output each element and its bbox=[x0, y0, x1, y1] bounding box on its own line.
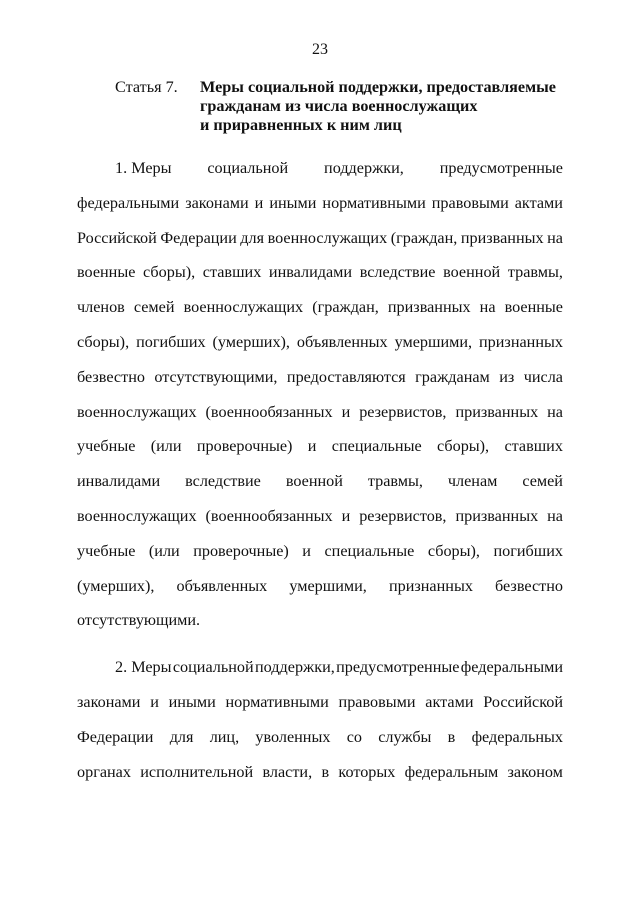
word: учебные bbox=[77, 541, 136, 560]
word: сборы), bbox=[436, 437, 490, 456]
word: травмы, bbox=[507, 263, 563, 282]
text-line bbox=[77, 228, 563, 263]
word: ставших bbox=[202, 263, 262, 282]
word: умершими, bbox=[394, 332, 473, 351]
text-line bbox=[77, 297, 563, 332]
word: и bbox=[341, 506, 351, 525]
text-line bbox=[77, 657, 563, 692]
word: (или bbox=[150, 437, 182, 456]
word: специальные bbox=[331, 437, 422, 456]
word: инвалидами bbox=[268, 263, 353, 282]
word: федеральных bbox=[471, 727, 563, 746]
word: в bbox=[321, 762, 330, 781]
word: законами bbox=[77, 692, 141, 711]
word: военной bbox=[285, 472, 343, 491]
word: безвестно bbox=[77, 367, 145, 386]
word: военнослужащих bbox=[183, 298, 304, 317]
word: военной bbox=[443, 263, 501, 282]
word: ставших bbox=[504, 437, 563, 456]
word: вследствие bbox=[185, 472, 261, 491]
text-line bbox=[77, 402, 563, 437]
word: из bbox=[499, 367, 515, 386]
word: специальные bbox=[324, 541, 415, 560]
word: в bbox=[447, 727, 456, 746]
word: сборы), bbox=[77, 332, 130, 351]
word: сборы), bbox=[143, 263, 196, 282]
word: 1. Меры bbox=[115, 159, 172, 177]
word: проверочные) bbox=[196, 437, 293, 456]
word: и bbox=[150, 692, 159, 711]
text-line bbox=[77, 610, 563, 645]
word: Федерации bbox=[77, 727, 154, 746]
word: призванных bbox=[455, 506, 539, 525]
text-line bbox=[77, 367, 563, 402]
word: военные bbox=[77, 263, 136, 282]
word: службы bbox=[378, 727, 432, 746]
word: поддержки, bbox=[255, 658, 335, 677]
text-line bbox=[77, 471, 563, 506]
text-line bbox=[77, 193, 563, 228]
word: объявленных bbox=[296, 332, 388, 351]
article-title bbox=[200, 78, 580, 135]
text-line bbox=[77, 158, 563, 193]
text-line bbox=[77, 692, 563, 727]
article-body bbox=[77, 158, 563, 796]
word: проверочные) bbox=[193, 541, 289, 560]
word: 2. Меры bbox=[115, 658, 172, 677]
word: органах bbox=[77, 762, 131, 781]
word: нормативными bbox=[322, 193, 426, 212]
word: нормативными bbox=[225, 692, 329, 711]
text-line bbox=[77, 262, 563, 297]
word: членов bbox=[77, 298, 125, 317]
word: и bbox=[254, 193, 264, 212]
word: власти, bbox=[262, 762, 313, 781]
word: гражданам bbox=[415, 367, 490, 386]
word: предусмотренные bbox=[336, 658, 460, 677]
word: военнослужащих bbox=[77, 506, 197, 525]
word: призванных bbox=[460, 228, 544, 247]
word: (умерших), bbox=[77, 576, 155, 595]
word: на bbox=[547, 228, 563, 247]
word: резервистов, bbox=[359, 506, 447, 525]
word: сборы), bbox=[427, 541, 480, 560]
paragraph bbox=[77, 657, 563, 796]
word: (военнообязанных bbox=[205, 402, 333, 421]
text-line bbox=[77, 727, 563, 762]
article-title-line: и приравненных к ним лиц bbox=[200, 116, 402, 134]
word: актами bbox=[514, 193, 563, 212]
word: числа bbox=[523, 367, 563, 386]
article-title-line: гражданам из числа военнослужащих bbox=[200, 97, 478, 115]
word: актами bbox=[425, 692, 474, 711]
word: (граждан, bbox=[390, 228, 458, 247]
word: предусмотренные bbox=[439, 159, 563, 177]
paragraph-gap bbox=[77, 645, 563, 657]
paragraph bbox=[77, 158, 563, 645]
word: инвалидами bbox=[77, 472, 161, 491]
word: членам bbox=[447, 472, 498, 491]
word: погибших bbox=[136, 332, 206, 351]
word: законами bbox=[185, 193, 249, 212]
word: иными bbox=[269, 193, 317, 212]
word: для bbox=[240, 228, 265, 247]
word: военнослужащих bbox=[267, 228, 388, 247]
word: которых bbox=[338, 762, 396, 781]
word: резервистов, bbox=[359, 402, 447, 421]
word: семей bbox=[522, 472, 563, 491]
word: и bbox=[302, 541, 311, 560]
word: объявленных bbox=[176, 576, 268, 595]
word: умершими, bbox=[289, 576, 367, 595]
text-line bbox=[77, 506, 563, 541]
word: федеральными bbox=[460, 658, 563, 677]
word: исполнительной bbox=[140, 762, 254, 781]
word: лиц, bbox=[209, 727, 240, 746]
word: правовыми bbox=[338, 692, 416, 711]
word: и bbox=[307, 437, 317, 456]
word: федеральными bbox=[77, 193, 180, 212]
word: Российской bbox=[483, 692, 563, 711]
word: отсутствующими, bbox=[154, 367, 278, 386]
word: федеральным bbox=[404, 762, 499, 781]
page-number: 23 bbox=[312, 41, 328, 58]
word: со bbox=[346, 727, 362, 746]
word: Российской bbox=[77, 228, 157, 247]
article-label: Статья 7. bbox=[115, 78, 178, 96]
word: социальной bbox=[172, 658, 254, 677]
word: для bbox=[169, 727, 194, 746]
word: признанных bbox=[479, 332, 563, 351]
word: на bbox=[479, 298, 496, 317]
word: уволенных bbox=[255, 727, 331, 746]
word: на bbox=[547, 506, 563, 525]
word: отсутствующими. bbox=[77, 611, 201, 630]
word: призванных bbox=[455, 402, 539, 421]
text-line bbox=[77, 762, 563, 797]
word: призванных bbox=[387, 298, 471, 317]
text-line bbox=[77, 436, 563, 471]
word: погибших bbox=[493, 541, 563, 560]
word: безвестно bbox=[495, 576, 563, 595]
word: предоставляются bbox=[286, 367, 406, 386]
word: правовыми bbox=[431, 193, 509, 212]
word: на bbox=[547, 402, 563, 421]
article-title-line: Меры социальной поддержки, предоставляемые bbox=[200, 78, 556, 96]
word: иными bbox=[168, 692, 216, 711]
word: (граждан, bbox=[312, 298, 379, 317]
word: социальной bbox=[207, 159, 289, 177]
word: вследствие bbox=[359, 263, 436, 282]
word: семей bbox=[133, 298, 175, 317]
text-line bbox=[77, 576, 563, 611]
text-line bbox=[77, 332, 563, 367]
text-line bbox=[77, 541, 563, 576]
word: Федерации bbox=[160, 228, 237, 247]
word: (умерших), bbox=[212, 332, 290, 351]
word: поддержки, bbox=[324, 159, 404, 177]
word: признанных bbox=[388, 576, 473, 595]
word: и bbox=[341, 402, 351, 421]
word: травмы, bbox=[367, 472, 423, 491]
word: (военнообязанных bbox=[205, 506, 333, 525]
word: законом bbox=[507, 762, 563, 781]
word: военнослужащих bbox=[77, 402, 197, 421]
word: военные bbox=[504, 298, 563, 317]
word: учебные bbox=[77, 437, 136, 456]
word: (или bbox=[148, 541, 180, 560]
